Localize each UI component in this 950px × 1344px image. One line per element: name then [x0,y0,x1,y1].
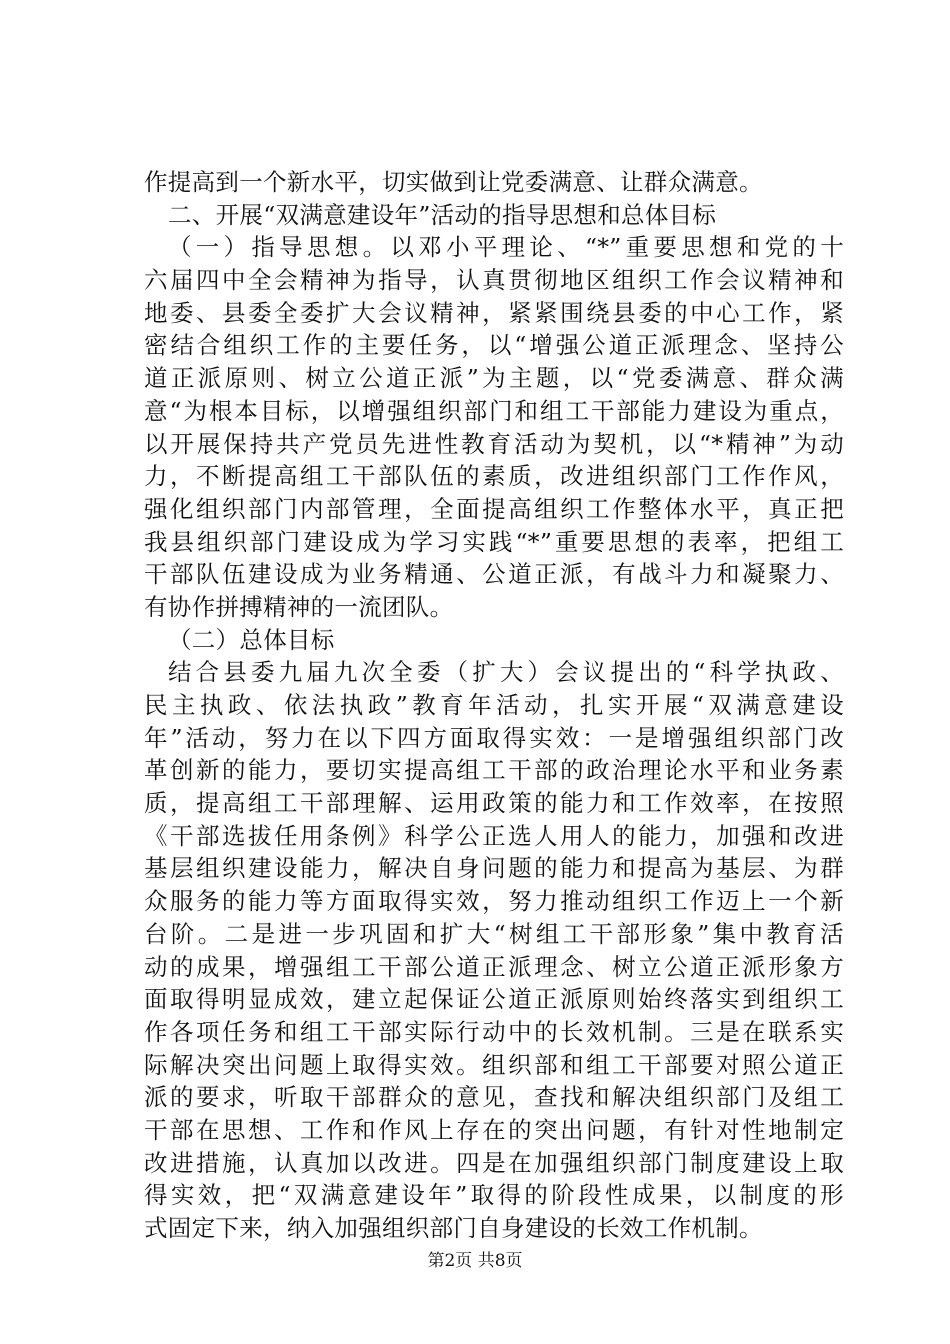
body-line: 民主执政、依法执政”教育年活动，扎实开展“双满意建设 [144,691,844,719]
body-line: 力，不断提高组工干部队伍的素质，改进组织部门工作作风， [144,462,844,491]
body-line: 强化组织部门内部管理，全面提高组织工作整体水平，真正把 [144,494,844,523]
body-line: 年”活动，努力在以下四方面取得实效：一是增强组织部门改 [144,723,844,752]
body-line: 作提高到一个新水平，切实做到让党委满意、让群众满意。 [144,168,763,196]
body-line: 干部队伍建设成为业务精通、公道正派，有战斗力和凝聚力、 [144,560,844,589]
body-line: 台阶。二是进一步巩固和扩大“树组工干部形象”集中教育活 [144,919,844,948]
body-line: 众服务的能力等方面取得实效，努力推动组织工作迈上一个新 [144,887,844,916]
body-line: 得实效，把“双满意建设年”取得的阶段性成果，以制度的形 [144,1181,844,1210]
body-line: 革创新的能力，要切实提高组工干部的政治理论水平和业务素 [144,756,844,785]
body-line: 有协作拼搏精神的一流团队。 [144,592,454,621]
subsection-heading: （二）总体目标 [168,625,335,654]
body-line: （一）指导思想。以邓小平理论、“*”重要思想和党的十 [168,233,844,262]
body-line: 以开展保持共产党员先进性教育活动为契机，以“*精神”为动 [144,429,844,458]
section-heading: 二、开展“双满意建设年”活动的指导思想和总体目标 [168,200,717,229]
body-line: 作各项任务和组工干部实际行动中的长效机制。三是在联系实 [144,1017,844,1046]
body-line: 我县组织部门建设成为学习实践“*”重要思想的表率，把组工 [144,527,844,556]
body-line: 结合县委九届九次全委（扩大）会议提出的“科学执政、 [168,658,844,687]
body-line: 六届四中全会精神为指导，认真贯彻地区组织工作会议精神和 [144,266,844,295]
body-line: 基层组织建设能力，解决自身问题的能力和提高为基层、为群 [144,854,844,883]
body-line: 派的要求，听取干部群众的意见，查找和解决组织部门及组工 [144,1083,844,1112]
document-body [144,166,844,1245]
body-line: 《干部选拔任用条例》科学公正选人用人的能力，加强和改进 [144,821,844,850]
body-line: 质，提高组工干部理解、运用政策的能力和工作效率，在按照 [144,789,844,818]
body-line: 改进措施，认真加以改进。四是在加强组织部门制度建设上取 [144,1148,844,1177]
body-line: 动的成果，增强组工干部公道正派理念、树立公道正派形象方 [144,952,844,981]
body-line: 际解决突出问题上取得实效。组织部和组工干部要对照公道正 [144,1050,844,1079]
body-line: 面取得明显成效，建立起保证公道正派原则始终落实到组织工 [144,985,844,1014]
body-line: 道正派原则、树立公道正派”为主题，以“党委满意、群众满 [144,364,844,393]
body-line: 式固定下来，纳入加强组织部门自身建设的长效工作机制。 [144,1214,763,1242]
page-number: 第2页 共8页 [427,1251,523,1271]
body-line: 干部在思想、工作和作风上存在的突出问题，有针对性地制定 [144,1115,844,1144]
body-line: 地委、县委全委扩大会议精神，紧紧围绕县委的中心工作，紧 [144,298,844,327]
body-line: 密结合组织工作的主要任务，以“增强公道正派理念、坚持公 [144,331,844,360]
body-line: 意“为根本目标，以增强组织部门和组工干部能力建设为重点， [144,396,844,425]
